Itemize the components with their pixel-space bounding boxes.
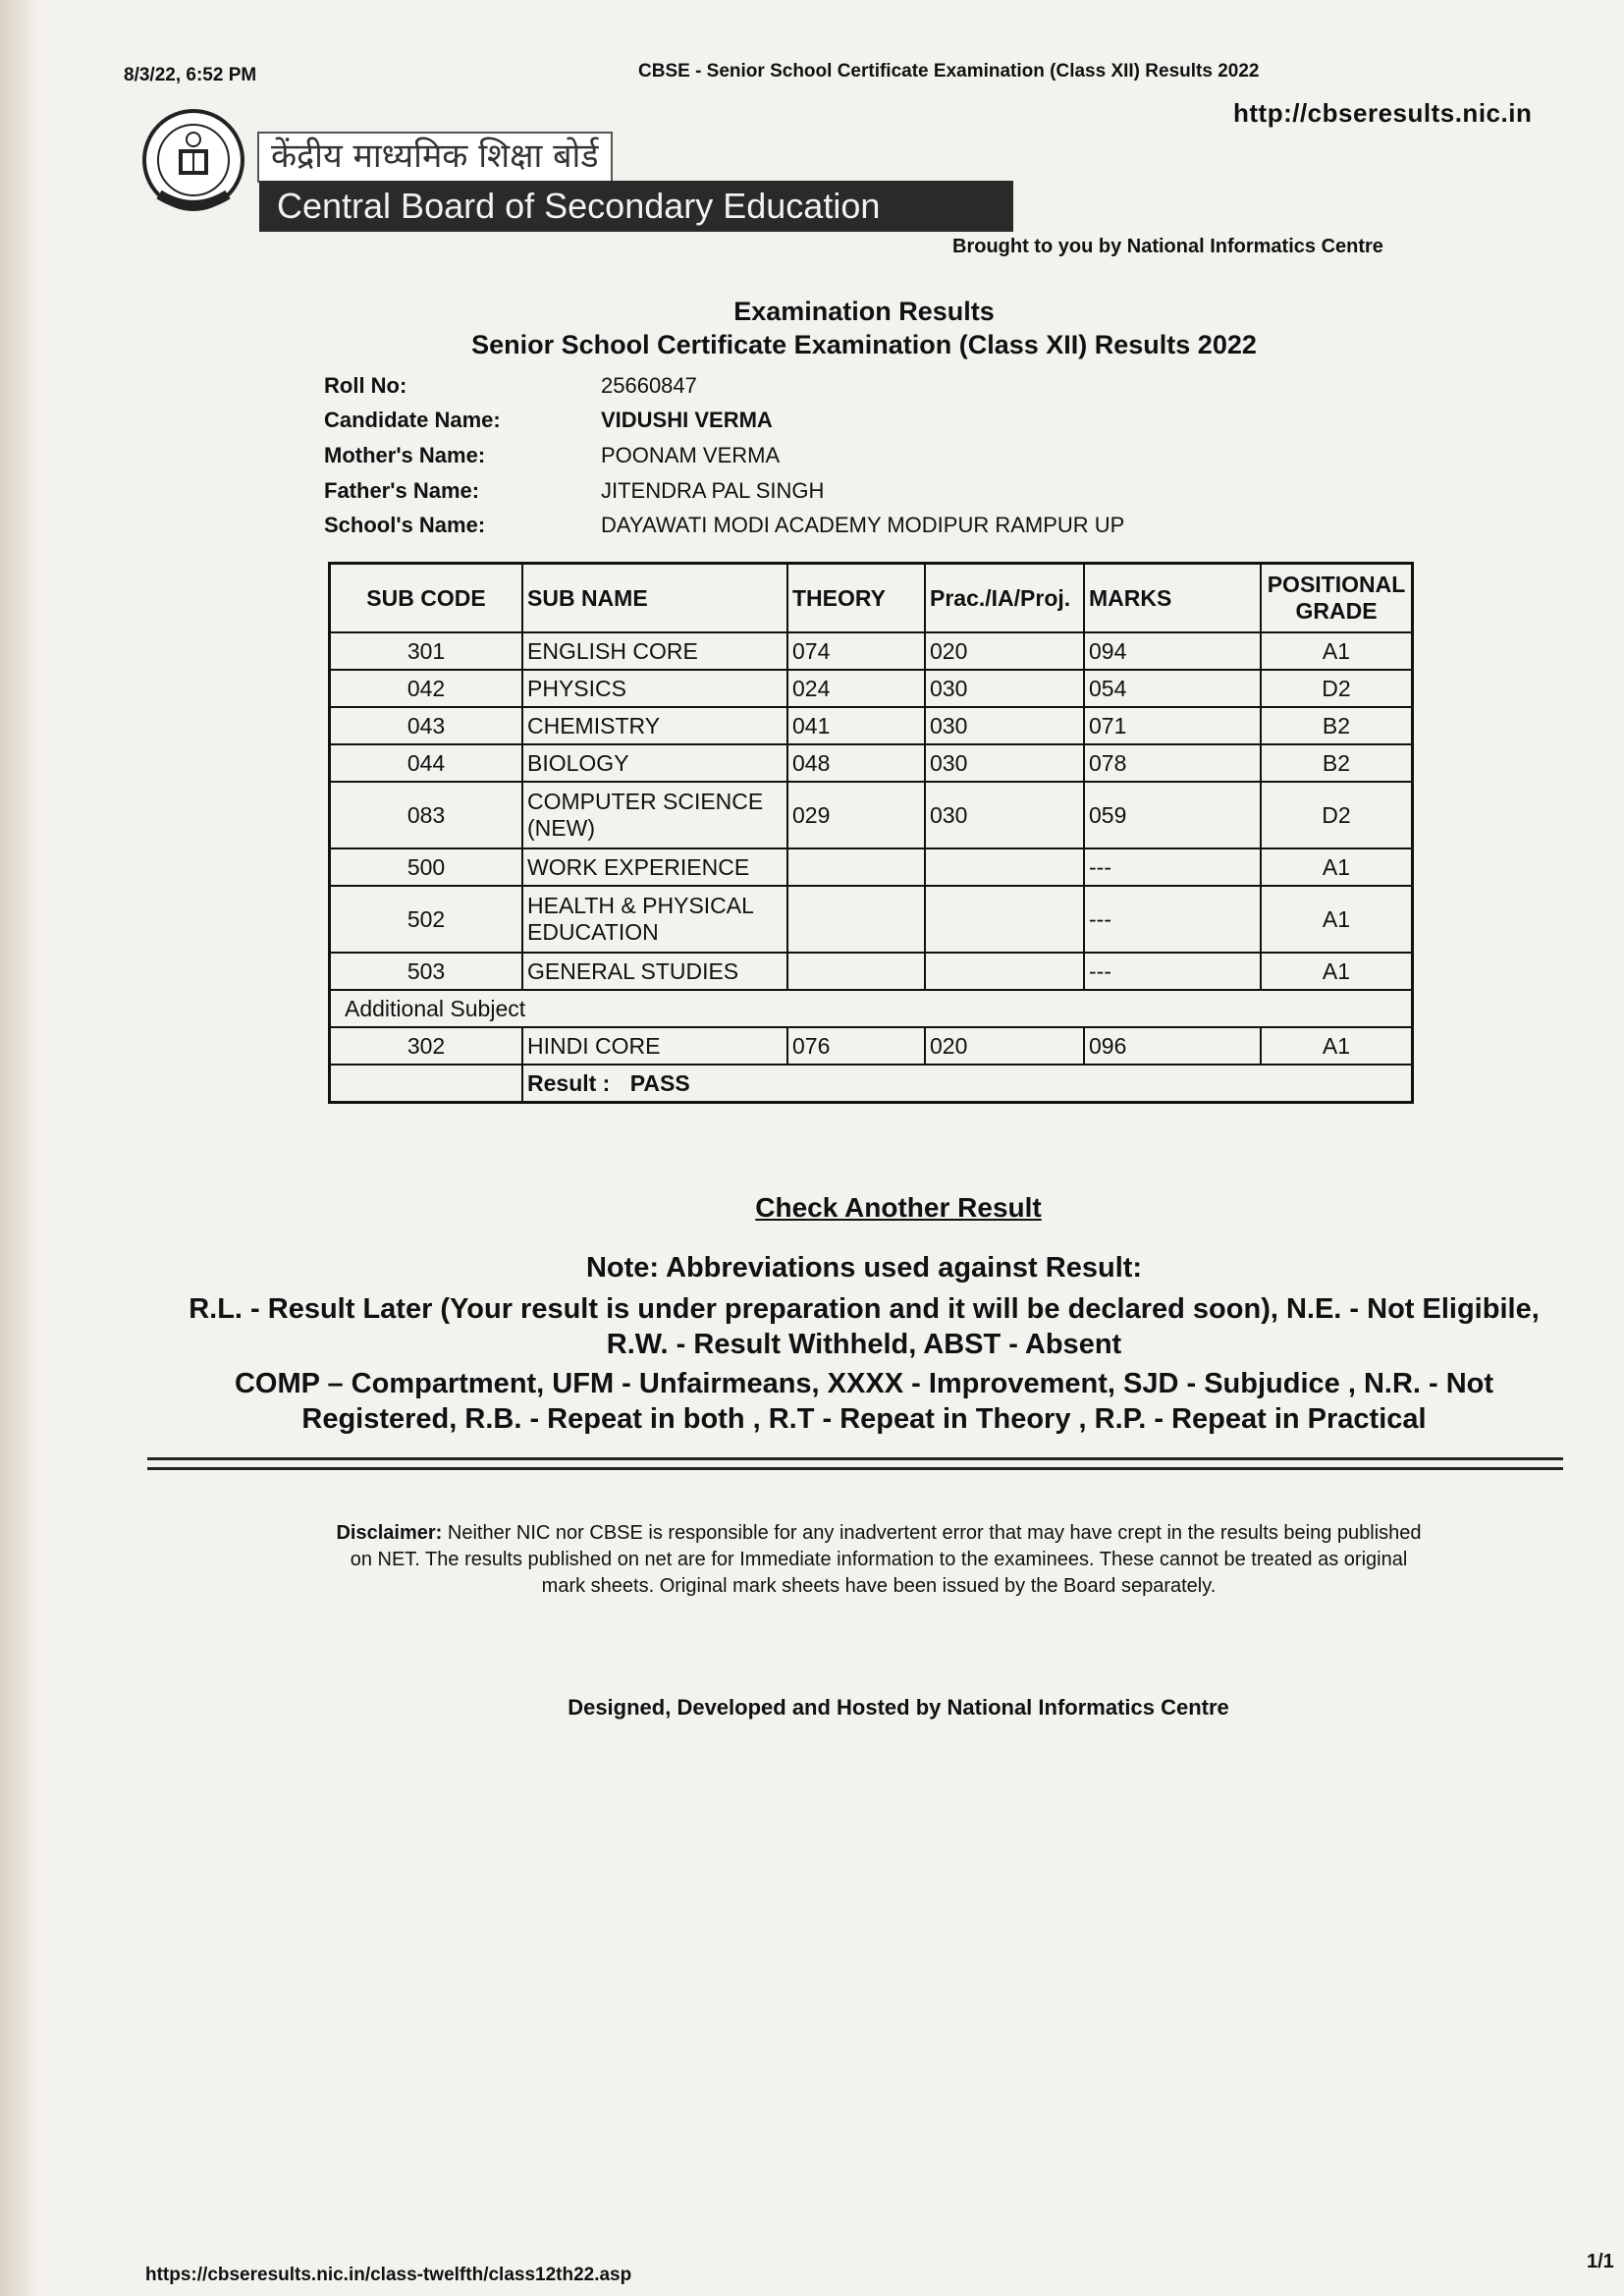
practical-cell xyxy=(925,848,1084,886)
note-line-2: R.W. - Result Withheld, ABST - Absent xyxy=(606,1329,1122,1360)
result-empty-cell xyxy=(330,1065,523,1103)
brought-by-text: Brought to you by National Informatics Centre xyxy=(952,236,1383,257)
practical-cell: 030 xyxy=(925,707,1084,744)
header-grade xyxy=(1261,564,1413,633)
candidate-info-name xyxy=(324,408,1306,443)
results-subheading: Senior School Certificate Examination (Class XII) Results 2022 xyxy=(471,330,1257,359)
theory-cell: 029 xyxy=(787,782,925,848)
mother-name-value: POONAM VERMA xyxy=(601,443,781,467)
board-name-english: Central Board of Secondary Education xyxy=(259,181,1013,232)
grade-cell: D2 xyxy=(1261,670,1413,707)
header-theory: THEORY xyxy=(787,564,925,633)
theory-cell xyxy=(787,848,925,886)
theory-cell: 048 xyxy=(787,744,925,782)
marks-cell: 054 xyxy=(1084,670,1261,707)
divider-line xyxy=(147,1457,1563,1460)
table-row xyxy=(330,782,1413,848)
father-name-value: JITENDRA PAL SINGH xyxy=(601,478,825,503)
roll-no-label: Roll No: xyxy=(324,373,407,398)
grade-cell: A1 xyxy=(1261,886,1413,953)
grade-cell: B2 xyxy=(1261,744,1413,782)
candidate-name-label: Candidate Name: xyxy=(324,408,501,432)
sub-code-cell: 301 xyxy=(330,632,523,670)
marks-cell: --- xyxy=(1084,886,1261,953)
result-row xyxy=(330,1065,1413,1103)
school-name-label: School's Name: xyxy=(324,513,486,537)
footer-credit: Designed, Developed and Hosted by National Informatics Centre xyxy=(568,1695,1229,1720)
note-title: Note: Abbreviations used against Result: xyxy=(585,1252,1143,1284)
site-url-link[interactable]: http://cbseresults.nic.in xyxy=(1233,98,1533,128)
sub-name-cell: HEALTH & PHYSICAL EDUCATION xyxy=(522,886,787,953)
table-row xyxy=(330,670,1413,707)
candidate-info-roll xyxy=(324,373,1306,409)
marks-cell: --- xyxy=(1084,953,1261,990)
grade-cell: D2 xyxy=(1261,782,1413,848)
header-grade-line2: GRADE xyxy=(1295,598,1378,624)
theory-cell: 024 xyxy=(787,670,925,707)
note-line-4: Registered, R.B. - Repeat in both , R.T - Repeat in Theory , R.P. - Repeat in Practical xyxy=(301,1403,1427,1435)
table-row xyxy=(330,953,1413,990)
board-name-hindi: केंद्रीय माध्यमिक शिक्षा बोर्ड xyxy=(257,132,613,183)
candidate-name-value: VIDUSHI VERMA xyxy=(601,408,773,432)
grade-cell: A1 xyxy=(1261,1027,1413,1065)
table-row xyxy=(330,744,1413,782)
sub-code-cell: 500 xyxy=(330,848,523,886)
disclaimer-label: Disclaimer: xyxy=(336,1522,443,1544)
marks-cell: 071 xyxy=(1084,707,1261,744)
note-line-1: R.L. - Result Later (Your result is under preparation and it will be declared soon), N.E. - Not Eligibile, xyxy=(189,1293,1540,1325)
sub-name-cell: ENGLISH CORE xyxy=(522,632,787,670)
marks-cell: 096 xyxy=(1084,1027,1261,1065)
marks-cell: 078 xyxy=(1084,744,1261,782)
school-name-value: DAYAWATI MODI ACADEMY MODIPUR RAMPUR UP xyxy=(601,513,1125,537)
marks-table xyxy=(328,562,1414,1104)
additional-subject-row xyxy=(330,990,1413,1027)
header-marks: MARKS xyxy=(1084,564,1261,633)
practical-cell: 030 xyxy=(925,782,1084,848)
sub-code-cell: 044 xyxy=(330,744,523,782)
sub-code-cell: 302 xyxy=(330,1027,523,1065)
additional-subject-label: Additional Subject xyxy=(330,990,1413,1027)
print-page-title: CBSE - Senior School Certificate Examination (Class XII) Results 2022 xyxy=(638,61,1260,82)
grade-cell: B2 xyxy=(1261,707,1413,744)
board-name-banner xyxy=(257,132,1013,234)
table-row xyxy=(330,886,1413,953)
table-row xyxy=(330,707,1413,744)
practical-cell xyxy=(925,886,1084,953)
candidate-info-father xyxy=(324,478,1306,514)
disclaimer-text: Neither NIC nor CBSE is responsible for any inadvertent error that may have crept in the results being published on NET. The results published on net are for Immediate information to the examinees. These cannot be treated as original mark sheets. Original mark sheets have been issued by the Board separately. xyxy=(350,1522,1422,1597)
marks-cell: 059 xyxy=(1084,782,1261,848)
sub-name-cell: HINDI CORE xyxy=(522,1027,787,1065)
sub-name-cell: PHYSICS xyxy=(522,670,787,707)
sub-code-cell: 042 xyxy=(330,670,523,707)
sub-code-cell: 083 xyxy=(330,782,523,848)
theory-cell: 074 xyxy=(787,632,925,670)
result-value: PASS xyxy=(629,1069,690,1096)
sub-name-cell: CHEMISTRY xyxy=(522,707,787,744)
candidate-info-mother xyxy=(324,443,1306,478)
cbse-emblem-logo xyxy=(139,106,247,222)
results-heading: Examination Results xyxy=(733,297,995,326)
header-practical: Prac./IA/Proj. xyxy=(925,564,1084,633)
header-sub-name: SUB NAME xyxy=(522,564,787,633)
grade-cell: A1 xyxy=(1261,953,1413,990)
theory-cell xyxy=(787,953,925,990)
roll-no-value: 25660847 xyxy=(601,373,697,398)
sub-name-cell: WORK EXPERIENCE xyxy=(522,848,787,886)
practical-cell: 030 xyxy=(925,744,1084,782)
table-row xyxy=(330,848,1413,886)
practical-cell: 020 xyxy=(925,1027,1084,1065)
candidate-info-school xyxy=(324,513,1306,548)
disclaimer-block xyxy=(334,1520,1424,1600)
divider-line xyxy=(147,1467,1563,1470)
practical-cell xyxy=(925,953,1084,990)
header-grade-line1: POSITIONAL xyxy=(1267,572,1406,597)
print-datetime: 8/3/22, 6:52 PM xyxy=(124,65,257,85)
mother-name-label: Mother's Name: xyxy=(324,443,486,467)
sub-name-cell: GENERAL STUDIES xyxy=(522,953,787,990)
note-line-3: COMP – Compartment, UFM - Unfairmeans, XXXX - Improvement, SJD - Subjudice , N.R. - Not xyxy=(234,1368,1494,1399)
header-sub-code: SUB CODE xyxy=(330,564,523,633)
marks-table-header xyxy=(330,564,1413,633)
grade-cell: A1 xyxy=(1261,632,1413,670)
marks-cell: 094 xyxy=(1084,632,1261,670)
theory-cell xyxy=(787,886,925,953)
theory-cell: 041 xyxy=(787,707,925,744)
table-row xyxy=(330,632,1413,670)
grade-cell: A1 xyxy=(1261,848,1413,886)
sub-code-cell: 043 xyxy=(330,707,523,744)
check-another-result-link[interactable]: Check Another Result xyxy=(755,1192,1042,1223)
practical-cell: 020 xyxy=(925,632,1084,670)
father-name-label: Father's Name: xyxy=(324,478,480,503)
print-page-number: 1/1 xyxy=(1587,2251,1614,2272)
sub-code-cell: 503 xyxy=(330,953,523,990)
sub-code-cell: 502 xyxy=(330,886,523,953)
print-footer-url[interactable]: https://cbseresults.nic.in/class-twelfth/class12th22.asp xyxy=(145,2265,632,2285)
sub-name-cell: BIOLOGY xyxy=(522,744,787,782)
sub-name-cell: COMPUTER SCIENCE (NEW) xyxy=(522,782,787,848)
practical-cell: 030 xyxy=(925,670,1084,707)
table-row xyxy=(330,1027,1413,1065)
result-cell xyxy=(522,1065,1413,1103)
result-label: Result : xyxy=(527,1069,611,1096)
theory-cell: 076 xyxy=(787,1027,925,1065)
marks-cell: --- xyxy=(1084,848,1261,886)
